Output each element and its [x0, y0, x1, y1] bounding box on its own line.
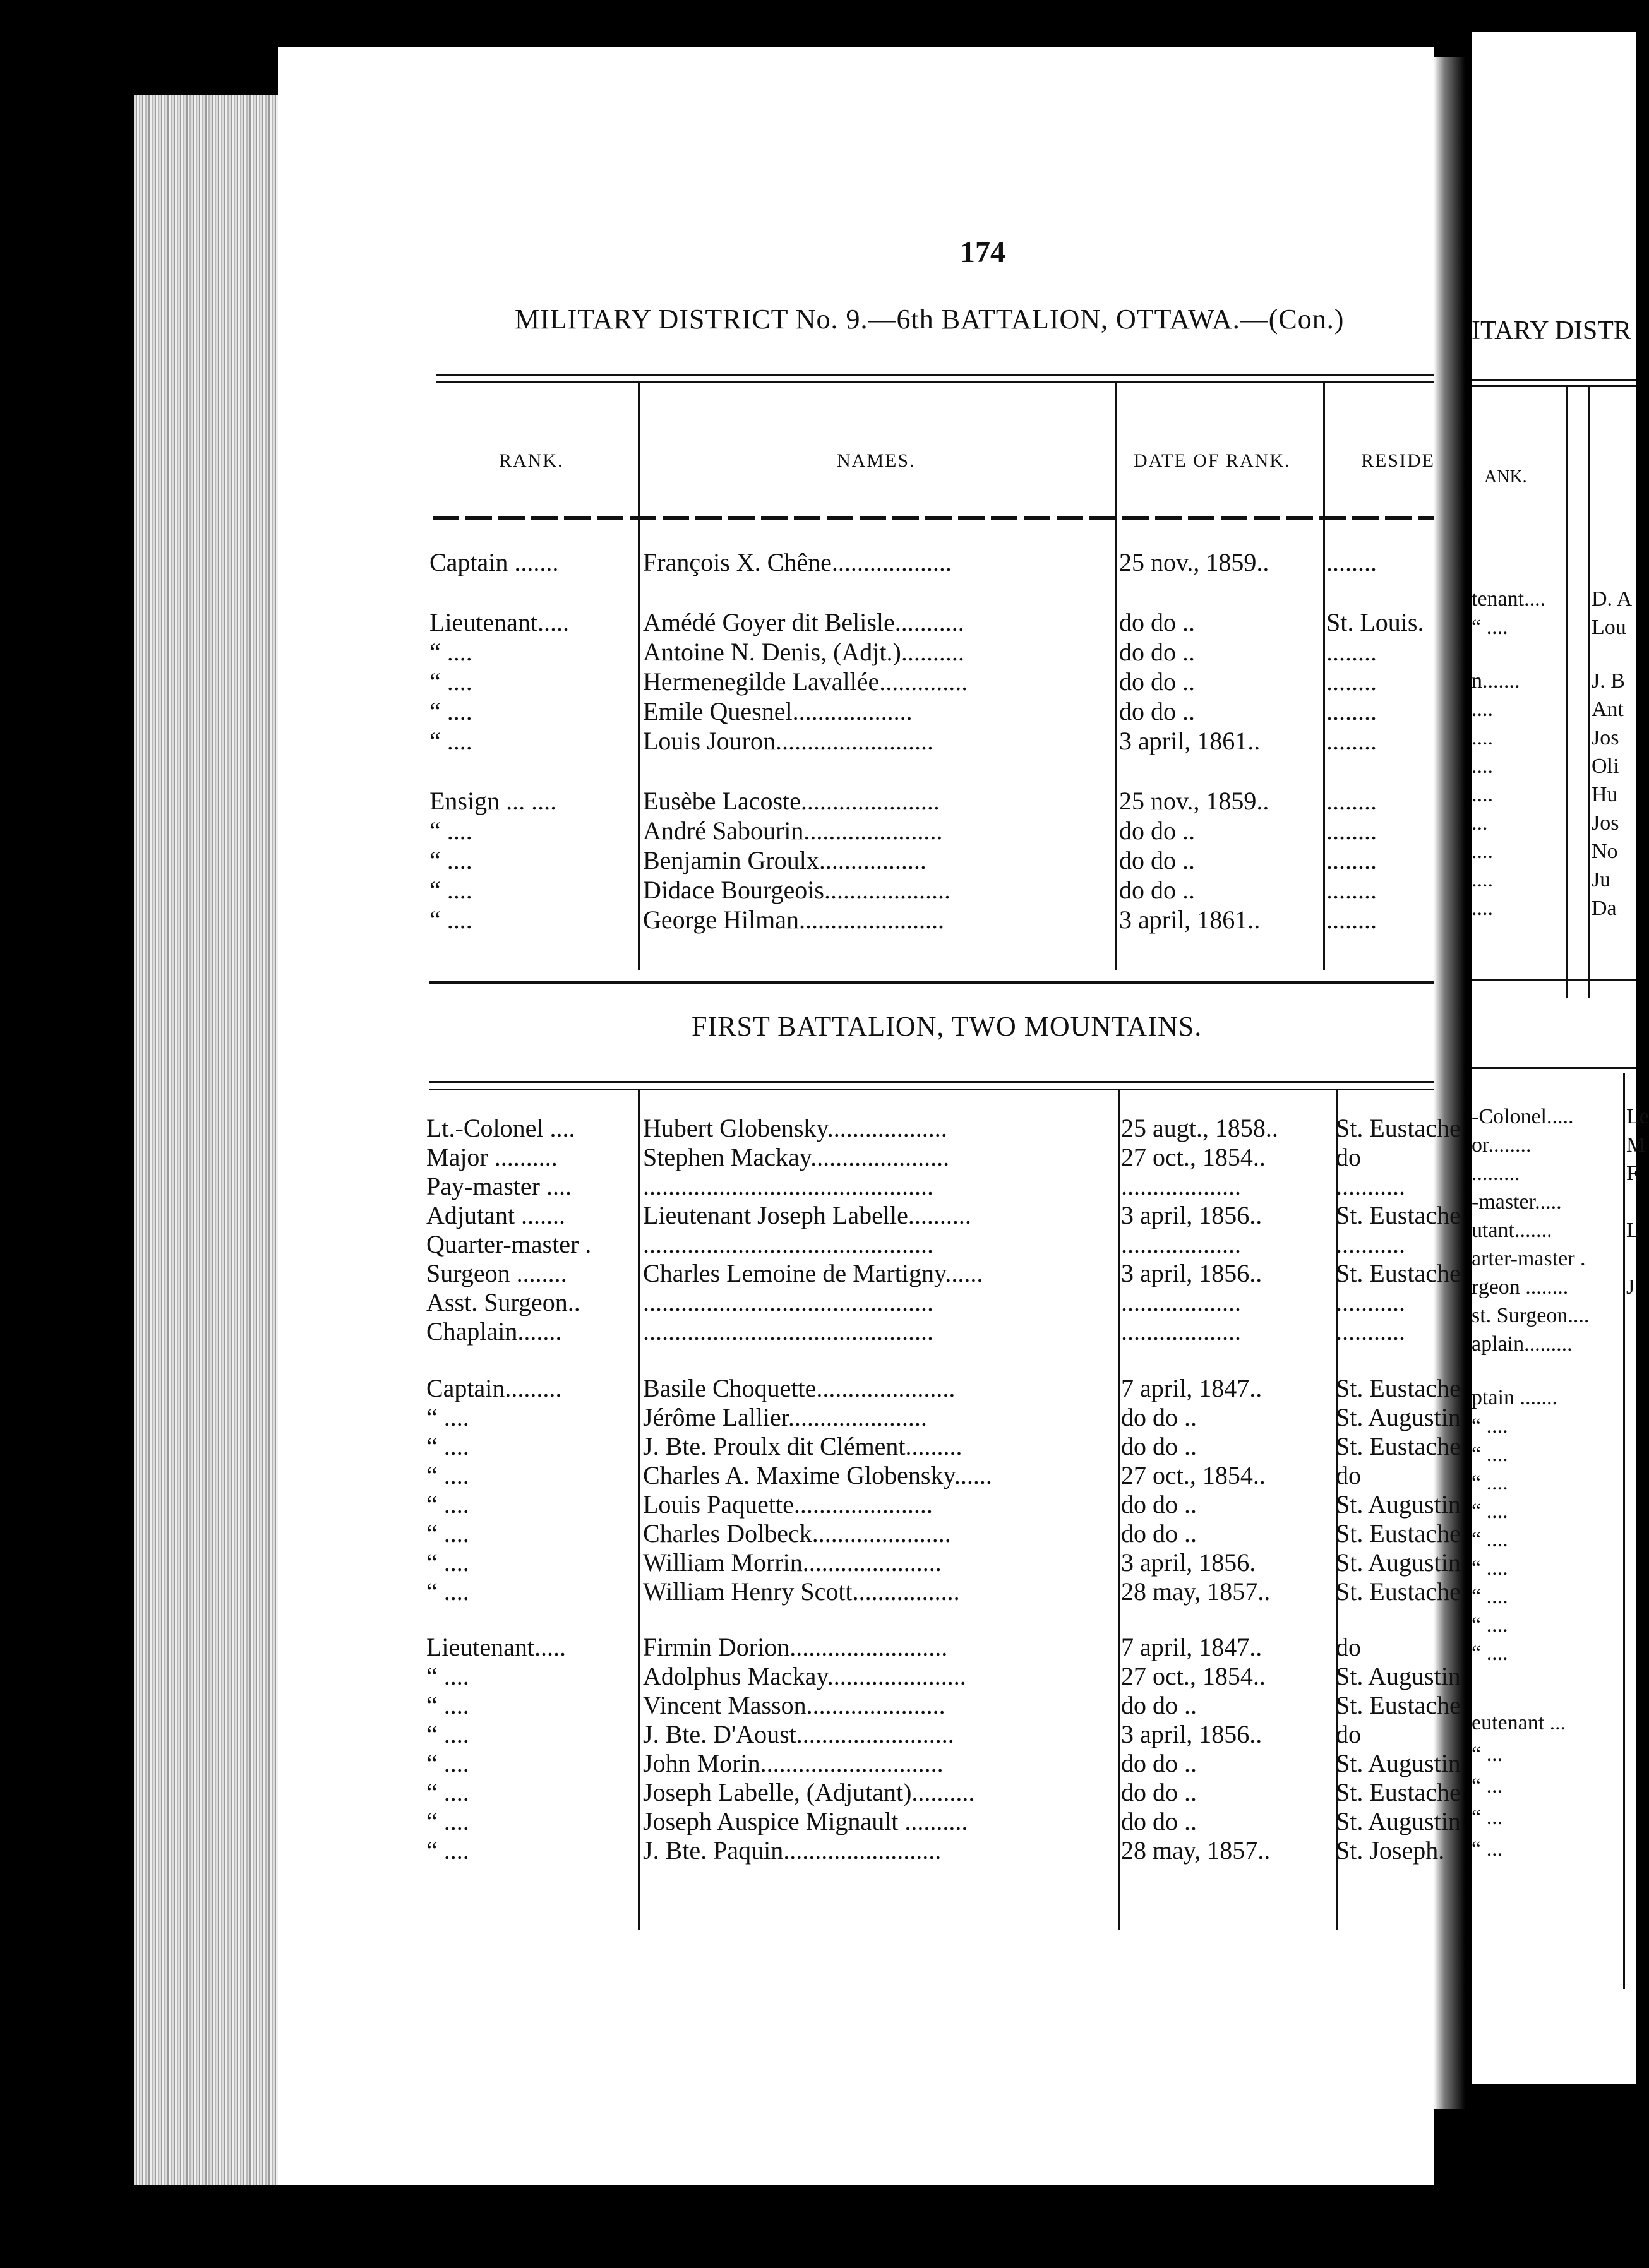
name-cell: ..............................................: [643, 1172, 933, 1200]
date-cell: 7 april, 1847..: [1121, 1633, 1262, 1661]
facing-rank-cell: “ ....: [1472, 1528, 1508, 1551]
residence-cell: ........: [1326, 816, 1377, 845]
date-cell: 7 april, 1847..: [1121, 1374, 1262, 1402]
rank-cell: Quarter-master .: [426, 1230, 592, 1258]
facing-rank-cell: “ ....: [1472, 1585, 1508, 1608]
residence-cell: St. Augustin: [1336, 1662, 1461, 1690]
facing-col-divider: [1566, 385, 1568, 998]
rank-cell: “ ....: [429, 816, 472, 845]
facing-rank-cell: ...: [1472, 811, 1488, 835]
date-cell: 3 april, 1856..: [1121, 1201, 1262, 1229]
name-cell: Adolphus Mackay......................: [643, 1662, 966, 1690]
facing-name-cell: Jos: [1592, 726, 1619, 749]
rank-cell: Lt.-Colonel ....: [426, 1114, 575, 1142]
residence-cell: do: [1336, 1633, 1361, 1661]
col-header-residence: RESIDE: [1361, 450, 1435, 471]
facing-rank-cell: st. Surgeon....: [1472, 1304, 1590, 1327]
date-cell: ...................: [1121, 1317, 1241, 1346]
rank-cell: “ ....: [426, 1403, 469, 1431]
date-cell: 27 oct., 1854..: [1121, 1143, 1266, 1171]
residence-cell: do: [1336, 1461, 1361, 1489]
date-cell: do do ..: [1121, 1749, 1197, 1777]
date-cell: 3 april, 1861..: [1119, 905, 1261, 934]
rank-cell: “ ....: [426, 1807, 469, 1835]
col-header-rank: RANK.: [499, 450, 564, 471]
name-cell: Antoine N. Denis, (Adjt.)..........: [643, 638, 964, 666]
rank-cell: Captain .......: [429, 548, 559, 576]
date-cell: do do ..: [1119, 846, 1195, 874]
rank-cell: “ ....: [426, 1836, 469, 1865]
name-cell: Firmin Dorion.........................: [643, 1633, 948, 1661]
col-divider: [1115, 383, 1117, 970]
name-cell: Louis Jouron.........................: [643, 727, 933, 755]
facing-rank-cell: “ ....: [1472, 1443, 1508, 1466]
name-cell: Charles Lemoine de Martigny......: [643, 1259, 983, 1287]
rank-cell: “ ....: [426, 1432, 469, 1460]
col-divider: [638, 383, 640, 970]
top-rule: [436, 374, 1434, 376]
rank-cell: Ensign ... ....: [429, 787, 557, 815]
rank-cell: “ ....: [429, 727, 472, 755]
facing-name-cell: L: [1626, 1219, 1640, 1242]
header-underline: [433, 516, 1434, 520]
name-cell: Vincent Masson......................: [643, 1691, 945, 1719]
name-cell: J. Bte. Paquin.........................: [643, 1836, 942, 1865]
facing-rank-cell: “ ....: [1472, 1613, 1508, 1637]
name-cell: Hubert Globensky...................: [643, 1114, 947, 1142]
date-cell: do do ..: [1119, 638, 1195, 666]
name-cell: Hermenegilde Lavallée..............: [643, 667, 968, 696]
rank-cell: “ ....: [429, 846, 472, 874]
section-rule: [429, 981, 1434, 984]
rank-cell: “ ....: [426, 1749, 469, 1777]
residence-cell: St. Augustin: [1336, 1548, 1461, 1577]
residence-cell: St. Eustache: [1336, 1577, 1461, 1606]
section-rule: [429, 1081, 1434, 1083]
rank-cell: Lieutenant.....: [429, 608, 570, 636]
residence-cell: St. Joseph.: [1336, 1836, 1445, 1865]
col-divider: [1118, 1090, 1120, 1930]
residence-cell: ........: [1326, 667, 1377, 696]
rank-cell: “ ....: [426, 1461, 469, 1489]
name-cell: Emile Quesnel...................: [643, 697, 913, 725]
date-cell: do do ..: [1121, 1807, 1197, 1835]
facing-rule: [1472, 385, 1636, 387]
name-cell: J. Bte. D'Aoust.........................: [643, 1720, 954, 1748]
residence-cell: ........: [1326, 846, 1377, 874]
residence-cell: ........: [1326, 905, 1377, 934]
facing-name-cell: F: [1626, 1162, 1638, 1185]
facing-rank-cell: “ ...: [1472, 1774, 1503, 1798]
facing-name-cell: M: [1626, 1133, 1646, 1157]
residence-cell: St. Eustache: [1336, 1374, 1461, 1402]
name-cell: François X. Chêne...................: [643, 548, 952, 576]
facing-rule: [1472, 979, 1636, 981]
rank-cell: “ ....: [426, 1490, 469, 1519]
residence-cell: ........: [1326, 697, 1377, 725]
date-cell: 28 may, 1857..: [1121, 1836, 1271, 1865]
facing-rank-cell: “ ...: [1472, 1837, 1503, 1861]
name-cell: Charles Dolbeck......................: [643, 1519, 951, 1548]
col-divider: [1323, 383, 1325, 970]
name-cell: Benjamin Groulx.................: [643, 846, 926, 874]
col-header-date: DATE OF RANK.: [1134, 450, 1291, 471]
rank-cell: Surgeon ........: [426, 1259, 567, 1287]
name-cell: Eusèbe Lacoste......................: [643, 787, 940, 815]
facing-rank-cell: “ ....: [1472, 1556, 1508, 1580]
date-cell: 25 nov., 1859..: [1119, 787, 1269, 815]
facing-rank-cell: ....: [1472, 783, 1493, 806]
top-rule: [436, 381, 1434, 383]
facing-rank-cell: -Colonel.....: [1472, 1105, 1574, 1128]
rank-cell: “ ....: [426, 1519, 469, 1548]
name-cell: Basile Choquette......................: [643, 1374, 956, 1402]
facing-rank-cell: aplain.........: [1472, 1332, 1573, 1356]
section-rule: [429, 1089, 1434, 1090]
page-number: 174: [960, 236, 1005, 269]
facing-rank-cell: ptain .......: [1472, 1386, 1557, 1409]
facing-rank-cell: ....: [1472, 868, 1493, 892]
name-cell: Joseph Labelle, (Adjutant)..........: [643, 1778, 975, 1806]
residence-cell: St. Augustin: [1336, 1403, 1461, 1431]
facing-rank-cell: “ ....: [1472, 1414, 1508, 1438]
facing-page: [1472, 32, 1649, 2084]
name-cell: J. Bte. Proulx dit Clément.........: [643, 1432, 962, 1460]
date-cell: 28 may, 1857..: [1121, 1577, 1271, 1606]
facing-name-cell: D. A: [1592, 587, 1633, 611]
col-header-names: NAMES.: [837, 450, 916, 471]
rank-cell: Lieutenant.....: [426, 1633, 567, 1661]
date-cell: do do ..: [1119, 876, 1195, 904]
residence-cell: ........: [1326, 876, 1377, 904]
residence-cell: ........: [1326, 638, 1377, 666]
facing-col-rank: ANK.: [1484, 467, 1527, 487]
rank-cell: Major ..........: [426, 1143, 558, 1171]
date-cell: ...................: [1121, 1172, 1241, 1200]
date-cell: 25 nov., 1859..: [1119, 548, 1269, 576]
date-cell: do do ..: [1119, 608, 1195, 636]
date-cell: do do ..: [1121, 1519, 1197, 1548]
name-cell: Lieutenant Joseph Labelle..........: [643, 1201, 971, 1229]
rank-cell: Pay-master ....: [426, 1172, 572, 1200]
facing-rank-cell: ....: [1472, 897, 1493, 920]
name-cell: ..............................................: [643, 1288, 933, 1316]
name-cell: William Morrin......................: [643, 1548, 942, 1577]
residence-cell: ...........: [1336, 1230, 1405, 1258]
date-cell: 27 oct., 1854..: [1121, 1662, 1266, 1690]
page-title: MILITARY DISTRICT No. 9.—6th BATTALION, OTTAWA.—(Con.): [515, 304, 1345, 335]
facing-col-divider: [1623, 1073, 1625, 1989]
facing-name-cell: Jos: [1592, 811, 1619, 835]
facing-rank-cell: “ ...: [1472, 1806, 1503, 1829]
rank-cell: “ ....: [426, 1548, 469, 1577]
residence-cell: St. Eustache: [1336, 1114, 1461, 1142]
residence-cell: St. Augustin: [1336, 1807, 1461, 1835]
facing-name-cell: Lou: [1592, 616, 1626, 639]
facing-name-cell: No: [1592, 840, 1618, 863]
facing-rank-cell: -master.....: [1472, 1190, 1562, 1214]
name-cell: Joseph Auspice Mignault ..........: [643, 1807, 968, 1835]
facing-rank-cell: arter-master .: [1472, 1247, 1586, 1270]
residence-cell: ........: [1326, 787, 1377, 815]
name-cell: Amédé Goyer dit Belisle...........: [643, 608, 964, 636]
name-cell: Louis Paquette......................: [643, 1490, 933, 1519]
rank-cell: “ ....: [426, 1577, 469, 1606]
name-cell: Didace Bourgeois....................: [643, 876, 950, 904]
date-cell: do do ..: [1119, 697, 1195, 725]
residence-cell: ...........: [1336, 1317, 1405, 1346]
residence-cell: ...........: [1336, 1288, 1405, 1316]
residence-cell: St. Eustache: [1336, 1778, 1461, 1806]
date-cell: 3 april, 1856.: [1121, 1548, 1256, 1577]
facing-name-cell: Da: [1592, 897, 1617, 920]
facing-rank-cell: ....: [1472, 755, 1493, 778]
facing-name-cell: Hu: [1592, 783, 1618, 806]
date-cell: do do ..: [1121, 1490, 1197, 1519]
name-cell: André Sabourin......................: [643, 816, 943, 845]
facing-rank-cell: eutenant ...: [1472, 1711, 1566, 1734]
facing-name-cell: Ant: [1592, 698, 1624, 721]
facing-rank-cell: .........: [1472, 1162, 1520, 1185]
residence-cell: St. Eustache: [1336, 1432, 1461, 1460]
rank-cell: “ ....: [429, 638, 472, 666]
residence-cell: St. Augustin: [1336, 1490, 1461, 1519]
facing-rule: [1472, 1067, 1636, 1069]
residence-cell: St. Louis.: [1326, 608, 1424, 636]
facing-name-cell: Ju: [1592, 868, 1611, 892]
date-cell: 3 april, 1861..: [1119, 727, 1261, 755]
residence-cell: do: [1336, 1143, 1361, 1171]
facing-name-cell: J. B: [1592, 669, 1625, 693]
residence-cell: ........: [1326, 727, 1377, 755]
name-cell: William Henry Scott.................: [643, 1577, 960, 1606]
rank-cell: “ ....: [426, 1720, 469, 1748]
date-cell: do do ..: [1121, 1432, 1197, 1460]
rank-cell: “ ....: [426, 1778, 469, 1806]
rank-cell: “ ....: [426, 1691, 469, 1719]
residence-cell: St. Eustache: [1336, 1201, 1461, 1229]
rank-cell: Captain.........: [426, 1374, 562, 1402]
facing-rank-cell: n.......: [1472, 669, 1520, 693]
residence-cell: St. Eustache: [1336, 1691, 1461, 1719]
facing-rank-cell: utant.......: [1472, 1219, 1552, 1242]
rank-cell: Asst. Surgeon..: [426, 1288, 580, 1316]
date-cell: 3 april, 1856..: [1121, 1259, 1262, 1287]
facing-rule: [1472, 379, 1636, 381]
date-cell: do do ..: [1119, 816, 1195, 845]
facing-rank-cell: “ ....: [1472, 1471, 1508, 1495]
facing-rank-cell: ....: [1472, 840, 1493, 863]
date-cell: ...................: [1121, 1288, 1241, 1316]
name-cell: Charles A. Maxime Globensky......: [643, 1461, 992, 1489]
facing-rank-cell: “ ...: [1472, 1743, 1503, 1766]
section-subtitle: FIRST BATTALION, TWO MOUNTAINS.: [692, 1011, 1202, 1042]
facing-col-divider: [1588, 385, 1590, 998]
date-cell: ...................: [1121, 1230, 1241, 1258]
facing-page-title: ITARY DISTR: [1472, 316, 1631, 345]
residence-cell: do: [1336, 1720, 1361, 1748]
name-cell: George Hilman.......................: [643, 905, 944, 934]
rank-cell: Chaplain.......: [426, 1317, 562, 1346]
rank-cell: “ ....: [426, 1662, 469, 1690]
facing-rank-cell: tenant....: [1472, 587, 1546, 611]
facing-rank-cell: ....: [1472, 726, 1493, 749]
facing-rank-cell: ....: [1472, 698, 1493, 721]
date-cell: 25 augt., 1858..: [1121, 1114, 1278, 1142]
name-cell: Jérôme Lallier......................: [643, 1403, 927, 1431]
date-cell: do do ..: [1121, 1778, 1197, 1806]
name-cell: ..............................................: [643, 1230, 933, 1258]
date-cell: 3 april, 1856..: [1121, 1720, 1262, 1748]
date-cell: do do ..: [1121, 1403, 1197, 1431]
facing-rank-cell: or........: [1472, 1133, 1532, 1157]
facing-rank-cell: rgeon ........: [1472, 1275, 1569, 1299]
residence-cell: St. Eustache: [1336, 1259, 1461, 1287]
facing-name-cell: Oli: [1592, 755, 1619, 778]
residence-cell: St. Augustin: [1336, 1749, 1461, 1777]
col-divider: [638, 1090, 640, 1930]
date-cell: do do ..: [1121, 1691, 1197, 1719]
date-cell: do do ..: [1119, 667, 1195, 696]
date-cell: 27 oct., 1854..: [1121, 1461, 1266, 1489]
facing-rank-cell: “ ....: [1472, 1500, 1508, 1523]
facing-name-cell: Le: [1626, 1105, 1649, 1128]
residence-cell: ........: [1326, 548, 1377, 576]
rank-cell: Adjutant .......: [426, 1201, 565, 1229]
residence-cell: ...........: [1336, 1172, 1405, 1200]
facing-name-cell: J: [1626, 1275, 1635, 1299]
facing-rank-cell: “ ....: [1472, 616, 1508, 639]
rank-cell: “ ....: [429, 876, 472, 904]
rank-cell: “ ....: [429, 667, 472, 696]
name-cell: John Morin.............................: [643, 1749, 944, 1777]
name-cell: ..............................................: [643, 1317, 933, 1346]
rank-cell: “ ....: [429, 697, 472, 725]
residence-cell: St. Eustache: [1336, 1519, 1461, 1548]
facing-rank-cell: “ ....: [1472, 1642, 1508, 1665]
name-cell: Stephen Mackay......................: [643, 1143, 950, 1171]
rank-cell: “ ....: [429, 905, 472, 934]
book-page-edges: [134, 95, 292, 2185]
